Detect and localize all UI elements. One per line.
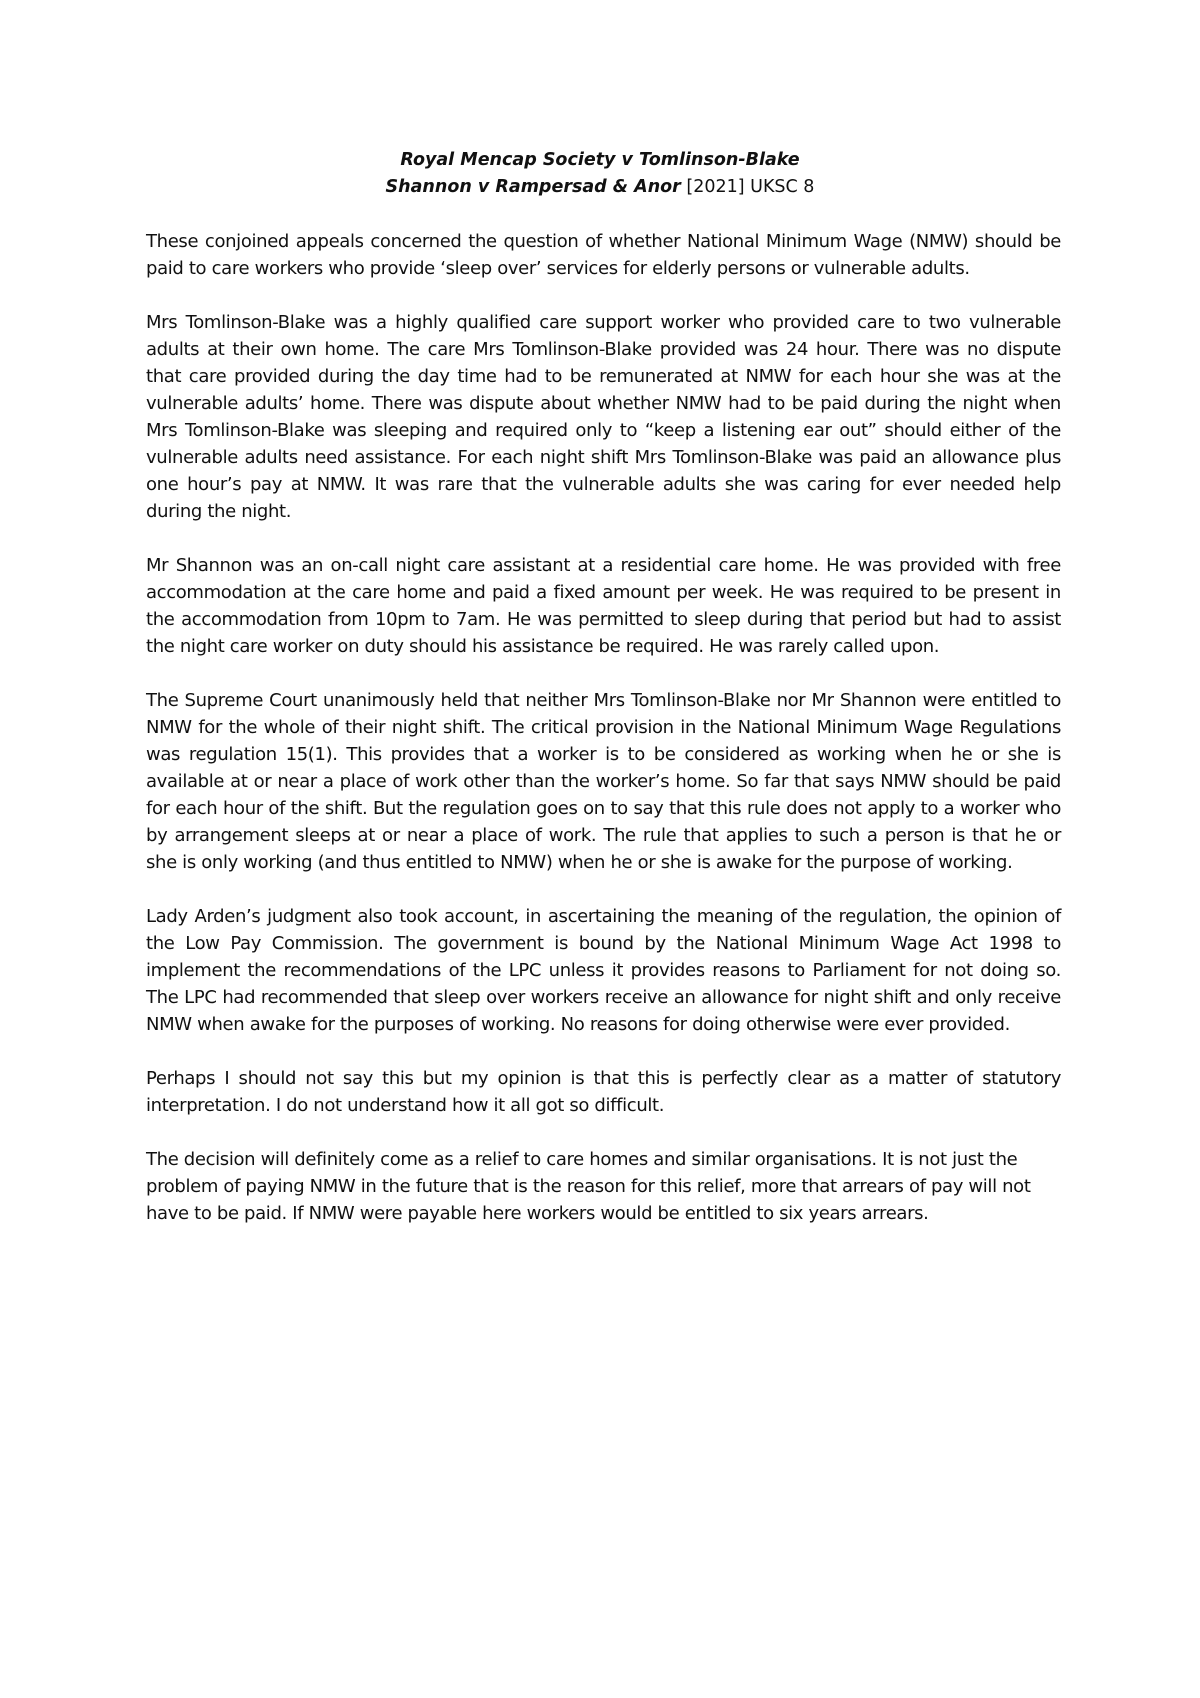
paragraph-low-pay-commission: Lady Arden’s judgment also took account, in ascertaining the meaning of the regulation, the opinion of the Low Pay Commission. The government is bound by the National Minimum Wage Act 1998 to implement the recommendations of the LPC unless it provides reasons to Parliament for not doing so. The LPC had recommended that sleep over workers receive an allowance for night shift and only receive NMW when awake for the purposes of working. No reasons for doing otherwise were ever provided. [146,906,1061,1035]
case-title-line-1 [0,147,1200,174]
paragraph-tomlinson-blake: Mrs Tomlinson-Blake was a highly qualified care support worker who provided care to two vulnerable adults at their own home. The care Mrs Tomlinson-Blake provided was 24 hour. There was no dispute that care provided during the day time had to be remunerated at NMW for each hour she was at the vulnerable adults’ home. There was dispute about whether NMW had to be paid during the night when Mrs Tomlinson-Blake was sleeping and required only to “keep a listening ear out” should either of the vulnerable adults need assistance. For each night shift Mrs Tomlinson-Blake was paid an allowance plus one hour’s pay at NMW. It was rare that the vulnerable adults she was caring for ever needed help during the night. [146,312,1061,522]
case-citation: [2021] UKSC 8 [680,177,815,197]
paragraph-conclusion: The decision will definitely come as a relief to care homes and similar organisations. It is not just the problem of paying NMW in the future that is the reason for this relief, more that arrears of pay will not have to be paid. If NMW were payable here workers would be entitled to six years arrears. [146,1149,1031,1224]
case-heading [0,147,1200,201]
paragraph-opinion: Perhaps I should not say this but my opinion is that this is perfectly clear as a matter of statutory interpretation. I do not understand how it all got so difficult. [146,1068,1061,1116]
paragraph-shannon: Mr Shannon was an on-call night care assistant at a residential care home. He was provided with free accommodation at the care home and paid a fixed amount per week. He was required to be present in the accommodation from 10pm to 7am. He was permitted to sleep during that period but had to assist the night care worker on duty should his assistance be required. He was rarely called upon. [146,555,1061,657]
paragraph-supreme-court-holding: The Supreme Court unanimously held that neither Mrs Tomlinson-Blake nor Mr Shannon were entitled to NMW for the whole of their night shift. The critical provision in the National Minimum Wage Regulations was regulation 15(1). This provides that a worker is to be considered as working when he or she is available at or near a place of work other than the worker’s home. So far that says NMW should be paid for each hour of the shift. But the regulation goes on to say that this rule does not apply to a worker who by arrangement sleeps at or near a place of work. The rule that applies to such a person is that he or she is only working (and thus entitled to NMW) when he or she is awake for the purpose of working. [146,690,1061,873]
case-title-line-2 [0,174,1200,201]
document-body [146,228,1061,1254]
case-title-1: Royal Mencap Society v Tomlinson-Blake [400,150,800,170]
paragraph-intro: These conjoined appeals concerned the question of whether National Minimum Wage (NMW) should be paid to care workers who provide ‘sleep over’ services for elderly persons or vulnerable adults. [146,231,1061,279]
case-title-2: Shannon v Rampersad & Anor [385,177,681,197]
